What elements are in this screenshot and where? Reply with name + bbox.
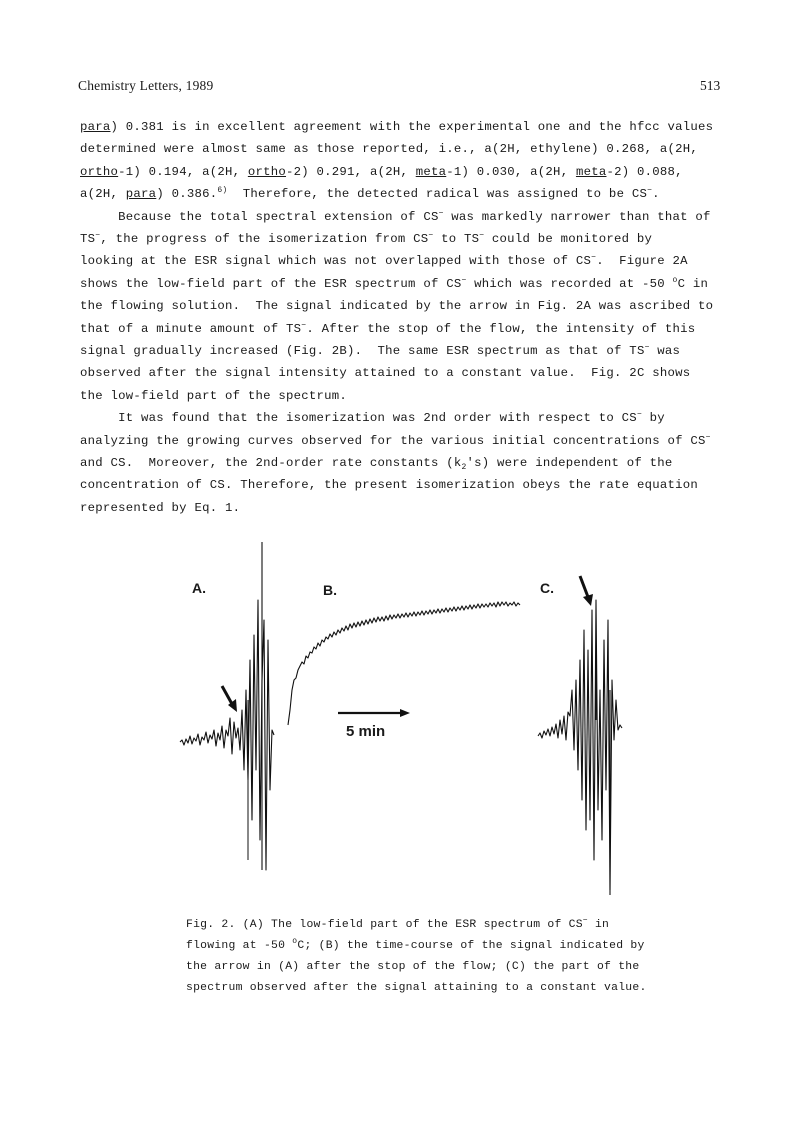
panel-a-label: A.	[192, 580, 206, 596]
time-scale-label: 5 min	[346, 723, 386, 740]
page-number: 513	[700, 78, 721, 93]
body-text-line: represented by Eq. 1.	[80, 500, 241, 515]
panel-b-growth-curve	[288, 602, 520, 725]
body-text-line: looking at the ESR signal which was not overlapped with those of CS−. Figure 2A	[80, 253, 688, 269]
body-text-line: that of a minute amount of TS−. After the stop of the flow, the intensity of this	[80, 320, 696, 336]
figure-2	[170, 540, 630, 900]
running-head: Chemistry Letters, 1989	[78, 78, 214, 93]
body-text-line: concentration of CS. Therefore, the present isomerization obeys the rate equation	[80, 478, 698, 493]
panel-c-spectrum-trace	[538, 600, 622, 890]
body-text-line: observed after the signal intensity attained to a constant value. Fig. 2C shows	[80, 366, 691, 381]
body-text-line: shows the low-field part of the ESR spectrum of CS− which was recorded at -50 $^o$C in	[80, 275, 709, 291]
body-text-line: the flowing solution. The signal indicated by the arrow in Fig. 2A was ascribed to	[80, 299, 714, 314]
panel-c-arrow-icon	[580, 576, 593, 606]
body-text-line: a(2H, para) 0.386.$^{6)}$ Therefore, the detected radical was assigned to be CS−.	[80, 186, 660, 202]
panel-a-spectrum-trace	[180, 600, 274, 870]
panel-a-arrow-icon	[222, 686, 237, 712]
body-text-line: signal gradually increased (Fig. 2B). The same ESR spectrum as that of TS− was	[80, 343, 681, 358]
body-text-line: and CS. Moreover, the 2nd-order rate constants $(k_2's)$ were independent of the	[80, 456, 673, 472]
body-text-line: the low-field part of the spectrum.	[80, 388, 348, 403]
body-text-line: analyzing the growing curves observed for the various initial concentrations of CS−	[80, 432, 711, 448]
body-text-line: TS−, the progress of the isomerization from CS− to TS− could be monitored by	[80, 231, 653, 246]
body-text-line: It was found that the isomerization was 2nd order with respect to CS− by	[80, 410, 665, 426]
esr-spectra-figure	[170, 540, 630, 900]
body-text-line: Because the total spectral extension of CS− was markedly narrower than that of	[80, 208, 711, 224]
time-scale-arrow-icon	[338, 709, 410, 717]
caption-line: Fig. 2. (A) The low-field part of the ESR spectrum of CS− in	[186, 916, 610, 931]
caption-line: the arrow in (A) after the stop of the flow; (C) the part of the	[186, 961, 640, 973]
caption-line: spectrum observed after the signal attaining to a constant value.	[186, 982, 647, 994]
panel-b-label: B.	[323, 582, 337, 598]
body-text-line: para) 0.381 is in excellent agreement with the experimental one and the hfcc values	[80, 120, 714, 134]
caption-line: flowing at -50 $^o$C; (B) the time-course of the signal indicated by	[186, 937, 645, 952]
body-text-line: determined were almost same as those reported, i.e., a(2H, ethylene) 0.268, a(2H,	[80, 142, 698, 157]
body-text-line: ortho-1) 0.194, a(2H, ortho-2) 0.291, a(2H, meta-1) 0.030, a(2H, meta-2) 0.088,	[80, 164, 683, 179]
panel-c-label: C.	[540, 580, 554, 596]
